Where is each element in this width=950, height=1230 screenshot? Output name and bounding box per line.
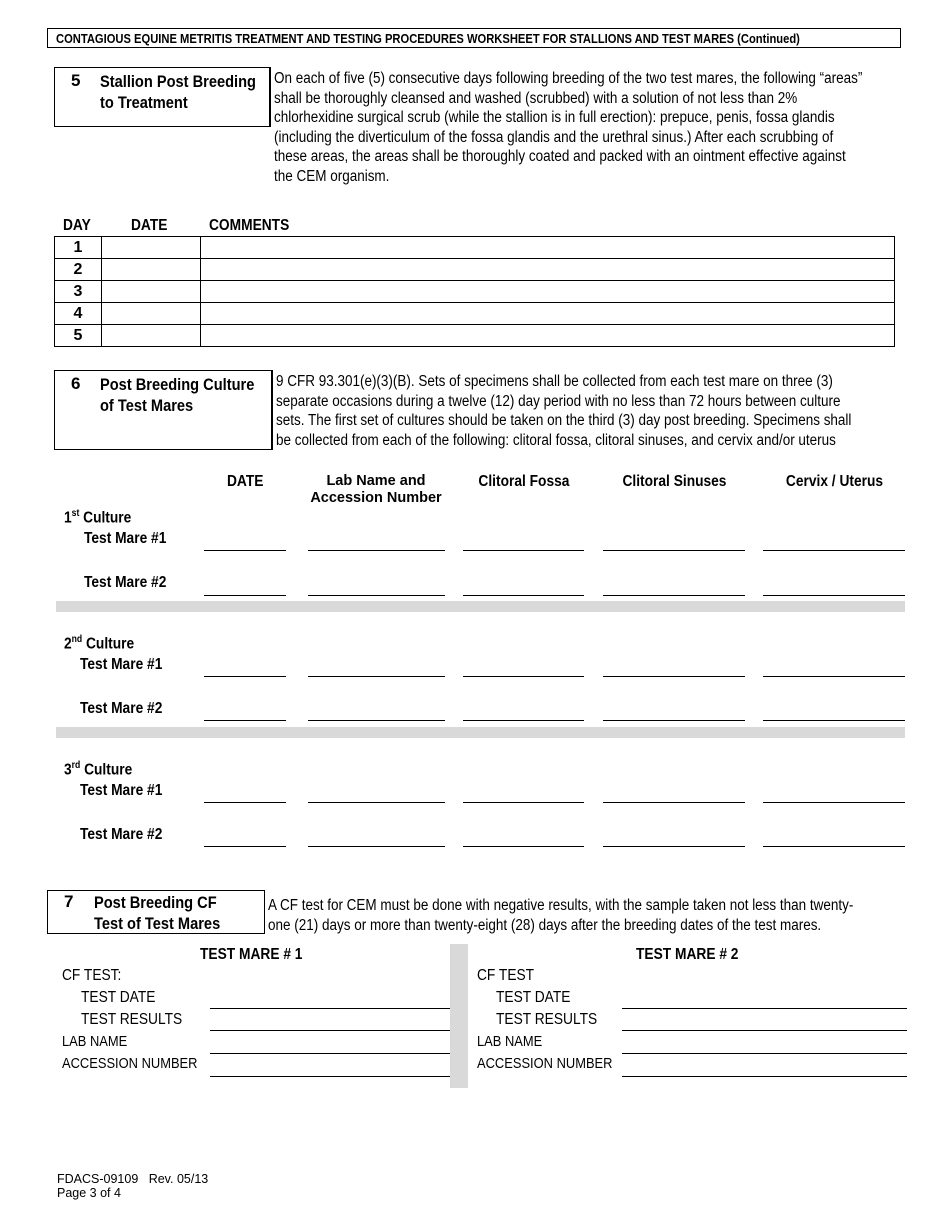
clitoral-fossa-header bbox=[458, 473, 589, 490]
culture-lab-header bbox=[300, 473, 452, 507]
mare2-test-results-label: TEST RESULTS bbox=[496, 1011, 598, 1028]
culture-ordinal: nd bbox=[71, 634, 83, 645]
culture-date-field[interactable] bbox=[204, 550, 286, 551]
section5-text-divider bbox=[270, 67, 271, 127]
culture-cervix-uterus-field[interactable] bbox=[763, 720, 905, 721]
date-cell[interactable] bbox=[102, 237, 201, 259]
form-header bbox=[47, 28, 901, 48]
culture-lab-accession-field[interactable] bbox=[308, 720, 445, 721]
culture-date-field[interactable] bbox=[204, 802, 286, 803]
culture-cervix-uterus-field[interactable] bbox=[763, 550, 905, 551]
culture-lab-accession-field[interactable] bbox=[308, 846, 445, 847]
mare1-lab-name-label: LAB NAME bbox=[62, 1033, 128, 1050]
mare1-test-date-field[interactable] bbox=[210, 1008, 450, 1009]
culture-label: Culture bbox=[82, 635, 135, 653]
form-id: FDACS-09109 Rev. 05/13 bbox=[57, 1172, 209, 1186]
culture-1-label bbox=[64, 508, 131, 527]
culture-cervix-uterus-field[interactable] bbox=[763, 676, 905, 677]
mare1-heading: TEST MARE # 1 bbox=[200, 946, 303, 963]
mare1-accession-field[interactable] bbox=[210, 1076, 450, 1077]
culture-clitoral-fossa-field[interactable] bbox=[463, 676, 584, 677]
comments-cell[interactable] bbox=[201, 303, 895, 325]
form-title: CONTAGIOUS EQUINE METRITIS TREATMENT AND TESTING PROCEDURES WORKSHEET FOR STALLIONS AND TEST MARES (Continued) bbox=[56, 31, 800, 46]
comments-column-header: COMMENTS bbox=[209, 217, 290, 234]
section5-instructions bbox=[274, 69, 894, 187]
culture-lab-accession-field[interactable] bbox=[308, 595, 445, 596]
culture-clitoral-sinuses-field[interactable] bbox=[603, 550, 745, 551]
clitoral-fossa-header-text: Clitoral Fossa bbox=[478, 473, 569, 490]
cervix-uterus-header bbox=[762, 473, 906, 490]
culture-clitoral-sinuses-field[interactable] bbox=[603, 720, 745, 721]
culture-2-mare-1-label: Test Mare #1 bbox=[80, 656, 163, 673]
mare1-cf-test-label: CF TEST: bbox=[62, 967, 122, 984]
culture-clitoral-fossa-field[interactable] bbox=[463, 846, 584, 847]
section5-line: shall be thoroughly cleansed and washed (scrubbed) with a solution of not less than 2% bbox=[274, 89, 798, 107]
cervix-uterus-header-text: Cervix / Uterus bbox=[785, 473, 883, 490]
section7-title-line1: Post Breeding CF bbox=[94, 893, 217, 912]
culture-ordinal: st bbox=[71, 508, 80, 519]
date-cell[interactable] bbox=[102, 303, 201, 325]
mare2-lab-name-label: LAB NAME bbox=[477, 1033, 543, 1050]
clitoral-sinuses-header-text: Clitoral Sinuses bbox=[621, 473, 726, 490]
culture-clitoral-sinuses-field[interactable] bbox=[603, 595, 745, 596]
culture-date-field[interactable] bbox=[204, 846, 286, 847]
section6-instructions bbox=[276, 372, 896, 450]
day-number: 3 bbox=[55, 281, 102, 303]
culture-num: 1 bbox=[64, 509, 72, 527]
date-cell[interactable] bbox=[102, 281, 201, 303]
section7-number: 7 bbox=[64, 892, 74, 911]
section7-title-box bbox=[47, 890, 265, 934]
table-row bbox=[55, 303, 895, 325]
culture-clitoral-sinuses-field[interactable] bbox=[603, 676, 745, 677]
table-row bbox=[55, 237, 895, 259]
culture-date-field[interactable] bbox=[204, 676, 286, 677]
culture-cervix-uterus-field[interactable] bbox=[763, 846, 905, 847]
culture-clitoral-sinuses-field[interactable] bbox=[603, 846, 745, 847]
section7-title-line2: Test of Test Mares bbox=[94, 914, 221, 933]
culture-separator bbox=[56, 727, 905, 738]
culture-lab-accession-field[interactable] bbox=[308, 676, 445, 677]
treatment-day-table bbox=[54, 236, 895, 347]
mare1-lab-name-field[interactable] bbox=[210, 1053, 450, 1054]
culture-num: 2 bbox=[64, 635, 72, 653]
table-row bbox=[55, 325, 895, 347]
culture-ordinal: rd bbox=[71, 760, 81, 771]
day-number: 5 bbox=[55, 325, 102, 347]
culture-1-mare-2-label: Test Mare #2 bbox=[84, 574, 167, 591]
culture-label: Culture bbox=[79, 509, 132, 527]
day-column-header: DAY bbox=[63, 217, 91, 234]
culture-separator bbox=[56, 601, 905, 612]
culture-clitoral-fossa-field[interactable] bbox=[463, 802, 584, 803]
mare1-accession-label: ACCESSION NUMBER bbox=[62, 1055, 198, 1072]
culture-lab-accession-field[interactable] bbox=[308, 550, 445, 551]
section5-title-line2: to Treatment bbox=[100, 93, 188, 112]
mare2-test-date-label: TEST DATE bbox=[496, 989, 571, 1006]
mare1-test-date-label: TEST DATE bbox=[81, 989, 156, 1006]
section6-line: be collected from each of the following: clitoral fossa, clitoral sinuses, and cervix and/or uterus bbox=[276, 431, 836, 449]
comments-cell[interactable] bbox=[201, 259, 895, 281]
comments-cell[interactable] bbox=[201, 237, 895, 259]
page-number: Page 3 of 4 bbox=[57, 1186, 121, 1200]
culture-clitoral-sinuses-field[interactable] bbox=[603, 802, 745, 803]
culture-3-mare-2-label: Test Mare #2 bbox=[80, 826, 163, 843]
section6-number: 6 bbox=[71, 374, 81, 393]
section6-title-box bbox=[54, 370, 272, 450]
section6-line: sets. The first set of cultures should be taken on the third (3) day post breeding. Specimens shall bbox=[276, 412, 852, 430]
day-number: 4 bbox=[55, 303, 102, 325]
section5-line: the CEM organism. bbox=[274, 167, 390, 185]
culture-num: 3 bbox=[64, 761, 72, 779]
culture-lab-accession-field[interactable] bbox=[308, 802, 445, 803]
clitoral-sinuses-header bbox=[598, 473, 750, 490]
culture-2-label bbox=[64, 634, 134, 653]
culture-clitoral-fossa-field[interactable] bbox=[463, 720, 584, 721]
mare-column-divider bbox=[450, 944, 468, 1088]
culture-date-header bbox=[204, 473, 286, 490]
comments-cell[interactable] bbox=[201, 325, 895, 347]
culture-clitoral-fossa-field[interactable] bbox=[463, 550, 584, 551]
table-row bbox=[55, 259, 895, 281]
mare2-test-results-field[interactable] bbox=[622, 1030, 907, 1031]
culture-1-mare-1-label: Test Mare #1 bbox=[84, 530, 167, 547]
section7-line: one (21) days or more than twenty-eight (28) days after the breeding dates of the test mares. bbox=[268, 916, 822, 934]
mare2-cf-test-label: CF TEST bbox=[477, 967, 535, 984]
section5-line: these areas, the areas shall be thoroughly coated and packed with an ointment effective against bbox=[274, 148, 846, 166]
culture-date-field[interactable] bbox=[204, 595, 286, 596]
culture-clitoral-fossa-field[interactable] bbox=[463, 595, 584, 596]
section5-title-box bbox=[54, 67, 270, 127]
date-cell[interactable] bbox=[102, 259, 201, 281]
mare2-accession-field[interactable] bbox=[622, 1076, 907, 1077]
table-row bbox=[55, 281, 895, 303]
mare2-test-date-field[interactable] bbox=[622, 1008, 907, 1009]
culture-3-label bbox=[64, 760, 132, 779]
date-column-header: DATE bbox=[131, 217, 168, 234]
section5-title-line1: Stallion Post Breeding bbox=[100, 72, 256, 91]
section5-number: 5 bbox=[71, 71, 81, 90]
date-cell[interactable] bbox=[102, 325, 201, 347]
mare1-test-results-label: TEST RESULTS bbox=[81, 1011, 183, 1028]
lab-header-line2: Accession Number bbox=[310, 490, 442, 506]
mare2-heading: TEST MARE # 2 bbox=[636, 946, 739, 963]
culture-date-header-text: DATE bbox=[226, 473, 264, 490]
section6-text-divider bbox=[272, 370, 273, 450]
culture-3-mare-1-label: Test Mare #1 bbox=[80, 782, 163, 799]
mare1-test-results-field[interactable] bbox=[210, 1030, 450, 1031]
section5-line: chlorhexidine surgical scrub (while the stallion is in full erection): prepuce, penis, fossa glandis bbox=[274, 109, 835, 127]
mare2-accession-label: ACCESSION NUMBER bbox=[477, 1055, 613, 1072]
culture-label: Culture bbox=[80, 761, 133, 779]
section6-title-line1: Post Breeding Culture bbox=[100, 375, 255, 394]
culture-date-field[interactable] bbox=[204, 720, 286, 721]
mare2-lab-name-field[interactable] bbox=[622, 1053, 907, 1054]
section5-line: On each of five (5) consecutive days following breeding of the two test mares, the following “areas” bbox=[274, 70, 863, 87]
day-number: 1 bbox=[55, 237, 102, 259]
culture-2-mare-2-label: Test Mare #2 bbox=[80, 700, 163, 717]
comments-cell[interactable] bbox=[201, 281, 895, 303]
culture-cervix-uterus-field[interactable] bbox=[763, 802, 905, 803]
section7-line: A CF test for CEM must be done with negative results, with the sample taken not less than twenty- bbox=[268, 897, 854, 914]
culture-cervix-uterus-field[interactable] bbox=[763, 595, 905, 596]
section5-line: (including the diverticulum of the fossa glandis and the urethral sinus.) After each scrubbing of bbox=[274, 128, 834, 146]
section6-line: separate occasions during a twelve (12) day period with no less than 72 hours between culture bbox=[276, 392, 841, 410]
form-footer bbox=[57, 1172, 208, 1200]
lab-header-line1: Lab Name and bbox=[326, 473, 426, 489]
section6-line: 9 CFR 93.301(e)(3)(B). Sets of specimens shall be collected from each test mare on three (3) bbox=[276, 373, 833, 390]
day-number: 2 bbox=[55, 259, 102, 281]
section6-title-line2: of Test Mares bbox=[100, 396, 194, 415]
section7-instructions bbox=[268, 896, 898, 935]
